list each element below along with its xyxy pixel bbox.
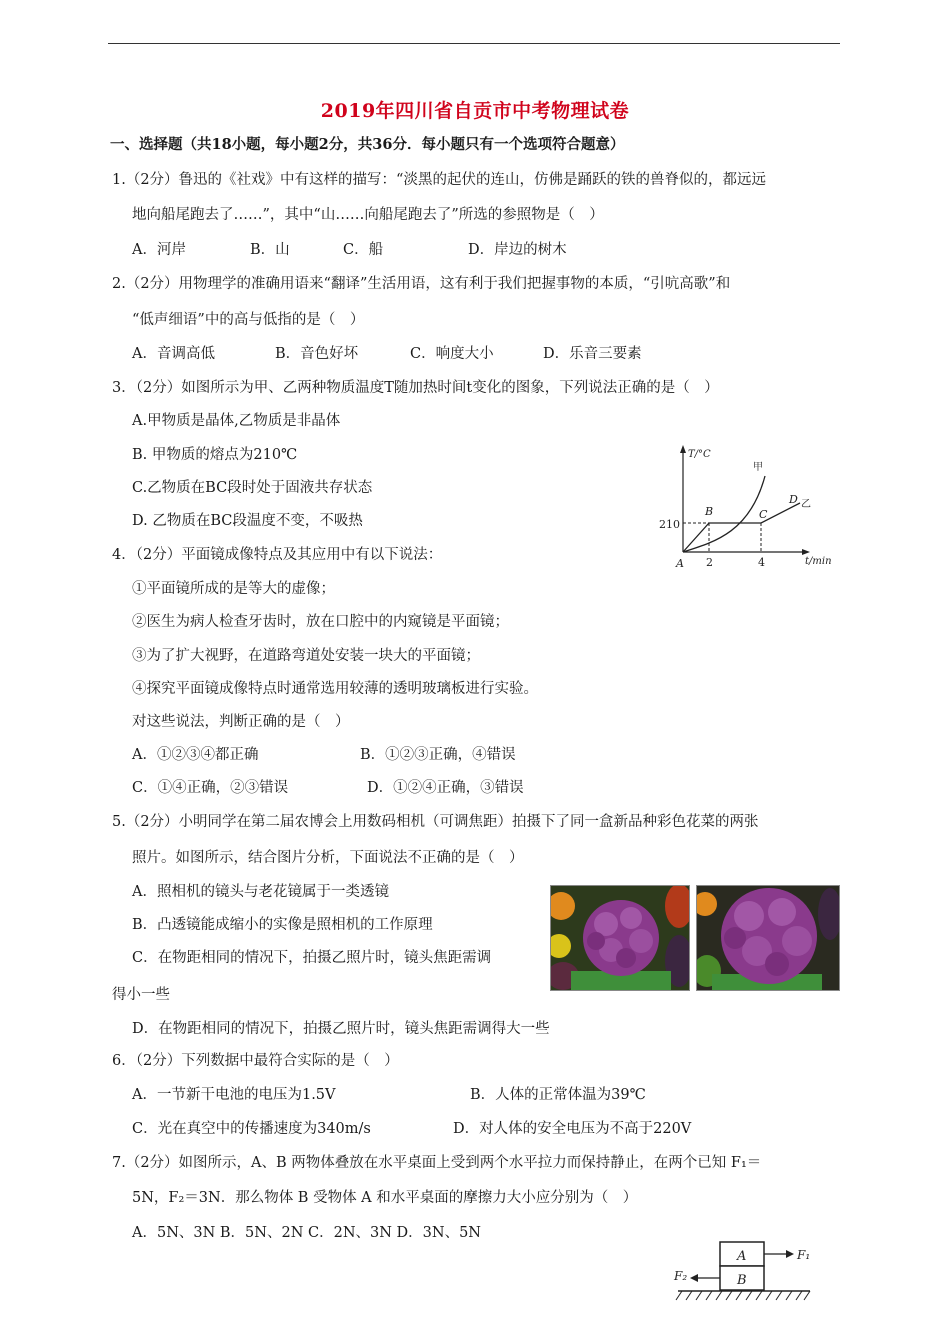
point-b-label: B: [705, 505, 714, 518]
q1-stem-line1: 1.（2分）鲁迅的《社戏》中有这样的描写：“淡黑的起伏的连山，仿佛是踊跃的铁的兽脊似的，都远远: [112, 172, 766, 188]
force-f2-head: [690, 1274, 698, 1282]
force-f2-label: F₂: [674, 1269, 688, 1283]
force-f1-head: [786, 1250, 794, 1258]
y-axis-arrow: [680, 445, 686, 453]
q3-option-c: C.乙物质在BC段时处于固液共存状态: [132, 480, 373, 496]
q6-option-b: B．人体的正常体温为39℃: [470, 1087, 646, 1103]
q4-option-a: A．①②③④都正确: [132, 747, 259, 763]
force-f1-label: F₁: [797, 1248, 811, 1262]
page-title: 2019年四川省自贡市中考物理试卷: [320, 100, 630, 122]
q1-option-d: D．岸边的树木: [468, 242, 567, 258]
tick-2: 2: [706, 556, 713, 569]
q4-option-c: C．①④正确，②③错误: [132, 780, 289, 796]
q5-option-b: B．凸透镜能成缩小的实像是照相机的工作原理: [132, 917, 433, 933]
q7-stem-line2: 5N，F₂＝3N．那么物体 B 受物体 A 和水平桌面的摩擦力大小应分别为（ ）: [132, 1190, 638, 1206]
point-c-label: C: [759, 508, 768, 521]
q2-stem-line2: “低声细语”中的高与低指的是（ ）: [132, 312, 365, 328]
q6-option-d: D．对人体的安全电压为不高于220V: [453, 1121, 692, 1137]
q6-stem: 6．（2分）下列数据中最符合实际的是（ ）: [112, 1053, 399, 1069]
curve-jia-label: 甲: [753, 462, 763, 473]
q5-stem-line1: 5.（2分）小明同学在第二届农博会上用数码相机（可调焦距）拍摄下了同一盒新品种彩色花菜的两张: [112, 814, 759, 830]
q4-statement-1: ①平面镜所成的是等大的虚像；: [132, 581, 335, 597]
header-rule: [108, 43, 840, 44]
q3-option-a: A.甲物质是晶体,乙物质是非晶体: [132, 413, 341, 429]
point-d-label: D: [789, 493, 798, 506]
q7-block-diagram: [670, 1238, 820, 1304]
block-a-label: A: [737, 1249, 747, 1264]
table-hatching: [676, 1291, 810, 1300]
q2-option-a: A．音调高低: [132, 346, 215, 362]
q6-option-a: A．一节新干电池的电压为1.5V: [132, 1087, 336, 1103]
block-b-label: B: [737, 1273, 747, 1288]
q2-stem-line1: 2.（2分）用物理学的准确用语来“翻译”生活用语，这有利于我们把握事物的本质，“引吭高歌”和: [112, 276, 731, 292]
q4-option-d: D．①②④正确，③错误: [367, 780, 524, 796]
q2-option-b: B．音色好坏: [275, 346, 359, 362]
q4-statement-4: ④探究平面镜成像特点时通常选用较薄的透明玻璃板进行实验。: [132, 681, 538, 697]
q5-option-a: A．照相机的镜头与老花镜属于一类透镜: [132, 884, 389, 900]
curve-yi: [683, 503, 800, 552]
cauliflower-photo-jia: [550, 885, 690, 991]
q7-options: A．5N、3N B．5N、2N C．2N、3N D．3N、5N: [132, 1225, 481, 1241]
q4-question: 对这些说法，判断正确的是（ ）: [132, 714, 350, 730]
curve-yi-label: 乙: [801, 499, 811, 510]
q4-statement-2: ②医生为病人检查牙齿时，放在口腔中的内窥镜是平面镜；: [132, 614, 509, 630]
q4-stem: 4．（2分）平面镜成像特点及其应用中有以下说法：: [112, 547, 443, 563]
tick-4: 4: [758, 556, 765, 569]
q3-option-b: B. 甲物质的熔点为210℃: [132, 447, 298, 463]
q5-option-c-line2: 得小一些: [112, 987, 170, 1003]
x-axis-label: t/min: [805, 556, 832, 567]
q2-option-d: D．乐音三要素: [543, 346, 642, 362]
curve-jia: [683, 476, 765, 552]
q3-option-d: D. 乙物质在BC段温度不变，不吸热: [132, 513, 363, 529]
y-axis-label: T/°C: [688, 449, 711, 460]
q1-stem-line2: 地向船尾跑去了……”，其中“山……向船尾跑去了”所选的参照物是（ ）: [132, 207, 604, 223]
q4-option-b: B．①②③正确，④错误: [360, 747, 516, 763]
q4-statement-3: ③为了扩大视野，在道路弯道处安装一块大的平面镜；: [132, 648, 480, 664]
q1-option-c: C．船: [343, 242, 384, 258]
q1-option-b: B．山: [250, 242, 290, 258]
section-heading: 一、选择题（共18小题，每小题2分，共36分．每小题只有一个选项符合题意）: [110, 136, 625, 153]
cauliflower-photo-yi: [696, 885, 840, 991]
q5-option-c-line1: C．在物距相同的情况下，拍摄乙照片时，镜头焦距需调: [132, 950, 492, 966]
tick-210: 210: [659, 518, 680, 531]
q3-stem: 3．（2分）如图所示为甲、乙两种物质温度T随加热时间t变化的图象，下列说法正确的是（ ）: [112, 380, 719, 396]
q3-temperature-graph: [655, 440, 840, 575]
point-a-label: A: [676, 557, 684, 570]
q5-stem-line2: 照片。如图所示，结合图片分析，下面说法不正确的是（ ）: [132, 850, 524, 866]
q2-option-c: C．响度大小: [410, 346, 494, 362]
q7-stem-line1: 7.（2分）如图所示，A、B 两物体叠放在水平桌面上受到两个水平拉力而保持静止，在两个已知 F₁＝: [112, 1155, 762, 1171]
x-axis-arrow: [802, 549, 810, 555]
q1-option-a: A．河岸: [132, 242, 186, 258]
q6-option-c: C．光在真空中的传播速度为340m/s: [132, 1121, 371, 1137]
q5-option-d: D．在物距相同的情况下，拍摄乙照片时，镜头焦距需调得大一些: [132, 1021, 550, 1037]
